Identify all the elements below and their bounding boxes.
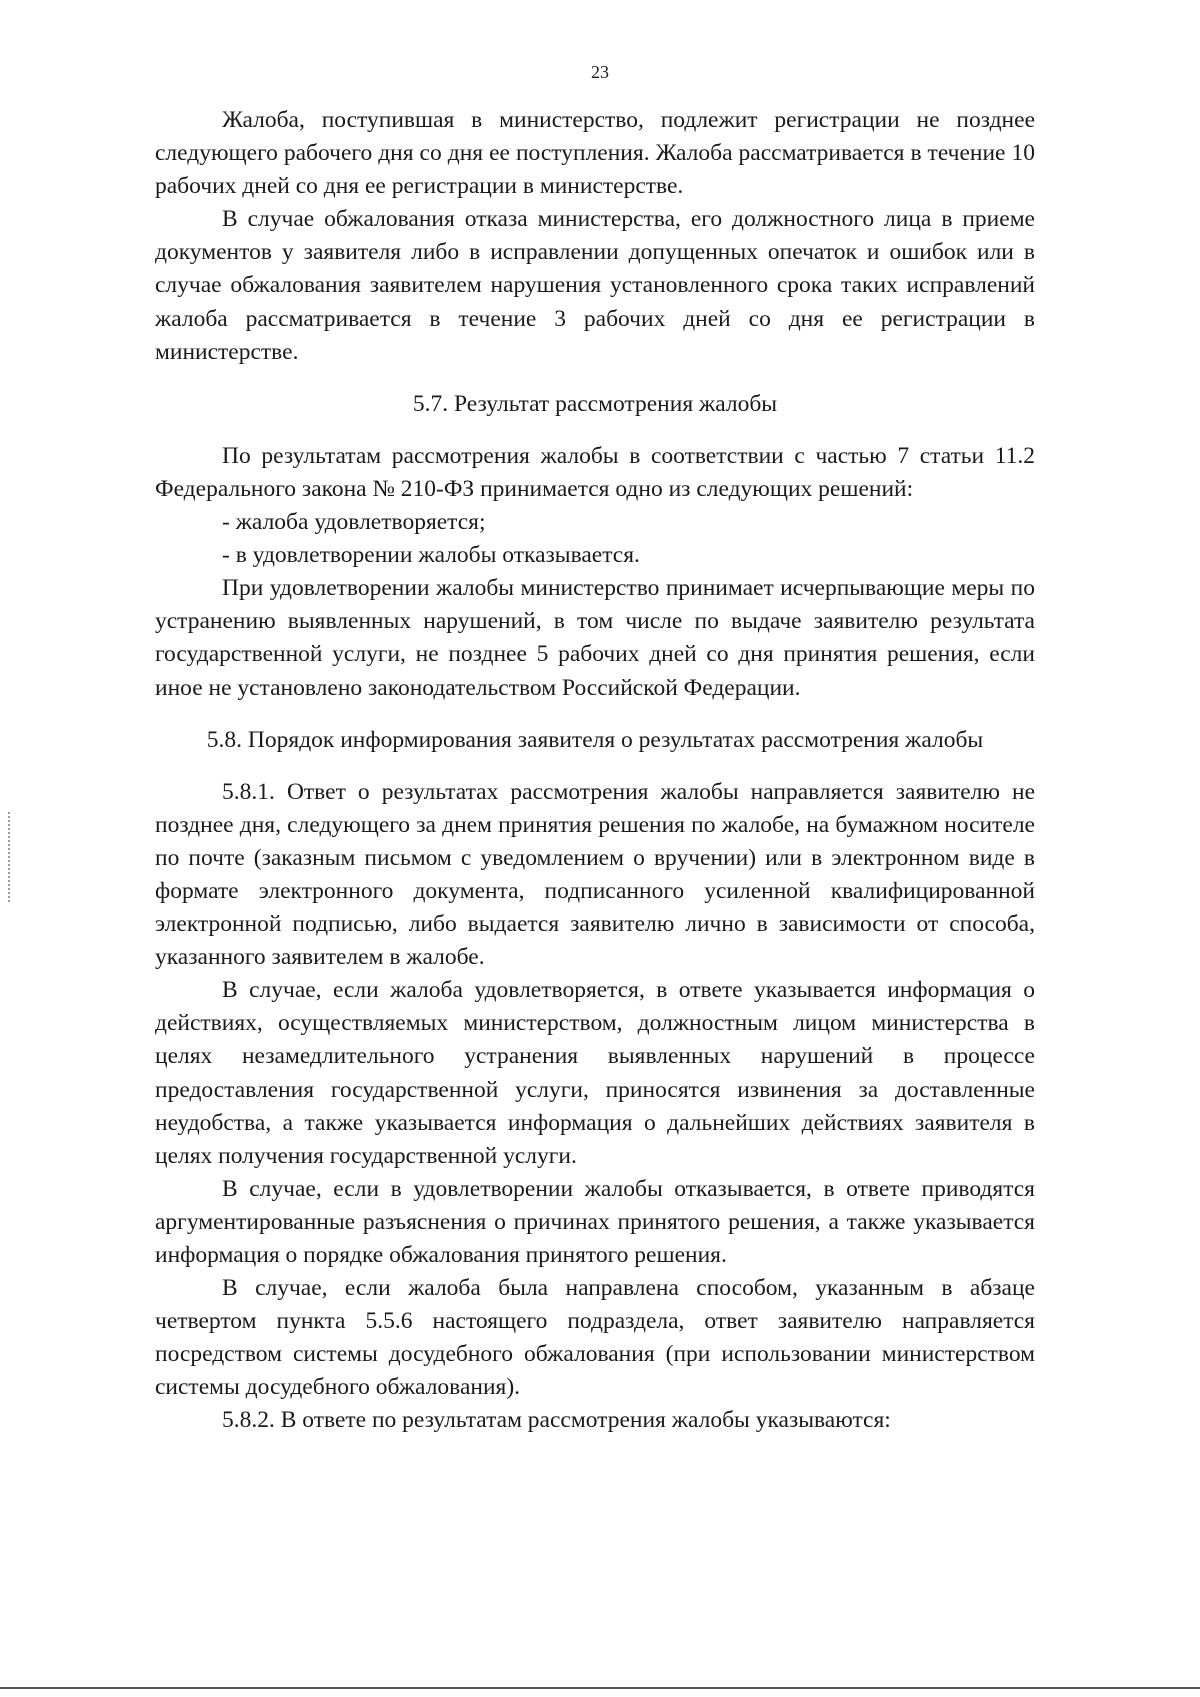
paragraph-if-satisfied: В случае, если жалоба удовлетворяется, в ответе указывается информация о действиях, осуществляемых министерством, должностным лицом министерства в целях незамедлительного устранения выявленных нарушений в процессе предоставления государственной услуги, приносятся извинения за доставленные неудобства, а также указывается информация о дальнейших действиях заявителя в целях получения государственной услуги.	[155, 977, 1035, 1169]
paragraph-if-refused: В случае, если в удовлетворении жалобы отказывается, в ответе приводятся аргументированные разъяснения о причинах принятого решения, а также указывается информация о порядке обжалования принятого решения.	[155, 1175, 1035, 1268]
section-heading-5-8: 5.8. Порядок информирования заявителя о результатах рассмотрения жалобы	[206, 726, 984, 753]
scan-bottom-edge	[0, 1687, 1200, 1689]
list-item-refused: - в удовлетворении жалобы отказывается.	[222, 542, 640, 569]
paragraph-appeal-refusal: В случае обжалования отказа министерства, его должностного лица в приеме документов у заявителя либо в исправлении допущенных опечаток и ошибок или в случае обжалования заявителем нарушения установленного срока таких исправлений жалоба рассматривается в течение 3 рабочих дней со дня ее регистрации в министерстве.	[155, 206, 1035, 365]
paragraph-decisions: По результатам рассмотрения жалобы в соответствии с частью 7 статьи 11.2 Федерального закона № 210-ФЗ принимается одно из следующих решений:	[155, 442, 1035, 502]
section-heading-5-7: 5.7. Результат рассмотрения жалобы	[412, 390, 778, 417]
document-body	[155, 104, 1035, 1438]
paragraph-pretrial-system: В случае, если жалоба была направлена способом, указанным в абзаце четвертом пункта 5.5.6 настоящего подраздела, ответ заявителю направляется посредством системы досудебного обжалования (при использовании министерством системы досудебного обжалования).	[155, 1275, 1035, 1401]
paragraph-registration: Жалоба, поступившая в министерство, подлежит регистрации не позднее следующего рабочего дня со дня ее поступления. Жалоба рассматривается в течение 10 рабочих дней со дня ее регистрации в министерстве.	[155, 107, 1035, 200]
paragraph-5-8-1: 5.8.1. Ответ о результатах рассмотрения жалобы направляется заявителю не позднее дня, следующего за днем принятия решения по жалобе, на бумажном носителе по почте (заказным письмом с уведомлением о вручении) или в электронном виде в формате электронного документа, подписанного усиленной квалифицированной электронной подписью, либо выдается заявителю лично в зависимости от способа, указанного заявителем в жалобе.	[155, 778, 1035, 971]
list-item-satisfied: - жалоба удовлетворяется;	[222, 509, 486, 536]
page-number: 23	[591, 62, 609, 82]
scan-margin-marks	[8, 812, 12, 902]
paragraph-measures: При удовлетворении жалобы министерство принимает исчерпывающие меры по устранению выявленных нарушений, в том числе по выдаче заявителю результата государственной услуги, не позднее 5 рабочих дней со дня принятия решения, если иное не установлено законодательством Российской Федерации.	[155, 575, 1035, 701]
paragraph-5-8-2: 5.8.2. В ответе по результатам рассмотрения жалобы указываются:	[222, 1407, 891, 1434]
